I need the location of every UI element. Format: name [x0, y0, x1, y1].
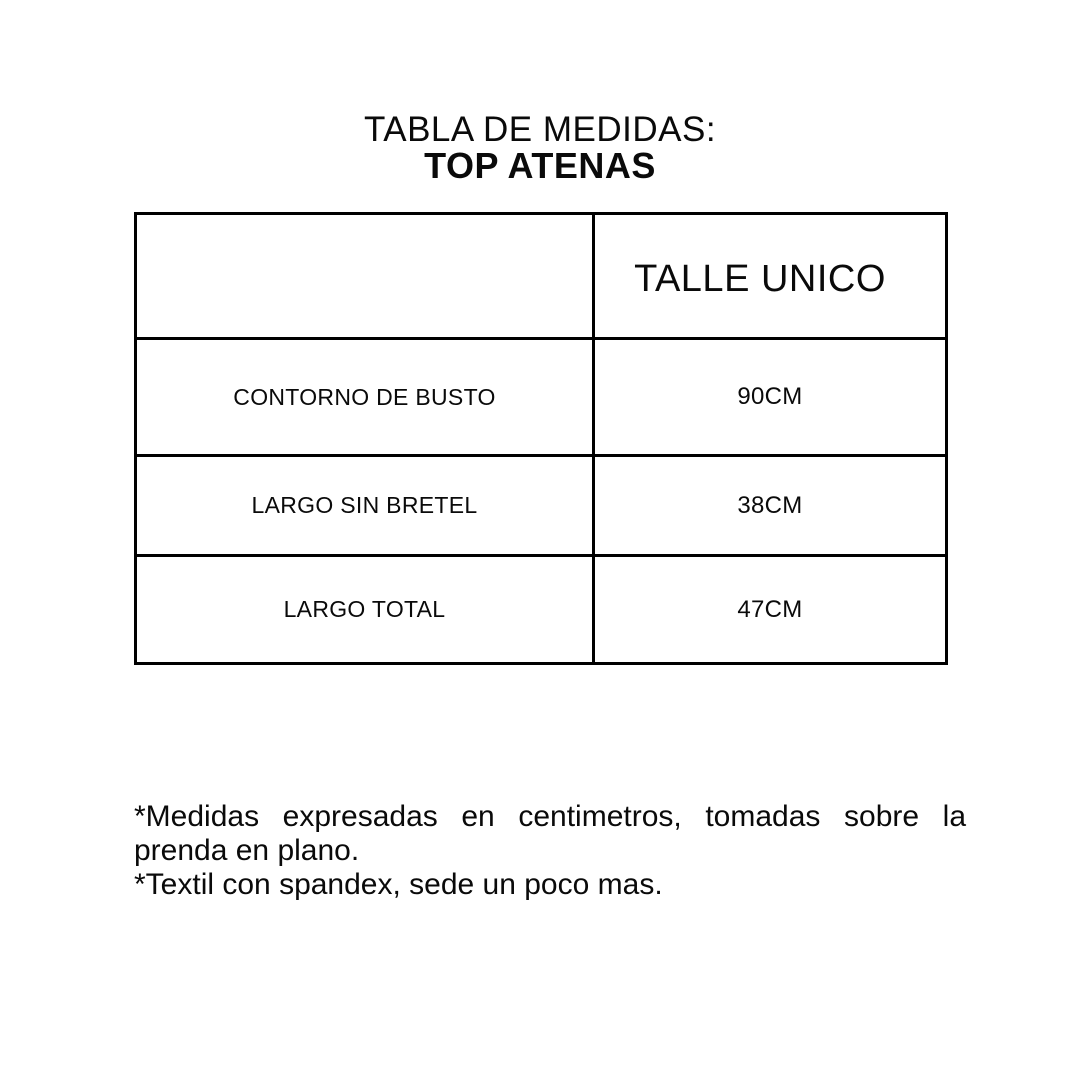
measure-value: 38CM: [737, 491, 803, 519]
table-row: [136, 456, 947, 556]
measure-label: LARGO TOTAL: [283, 596, 446, 622]
notes-block: [134, 800, 966, 902]
measure-value: 47CM: [737, 595, 803, 623]
title-line-1: TABLA DE MEDIDAS:: [363, 110, 717, 149]
table-header-empty-cell: [136, 214, 594, 339]
measure-label-cell: [136, 339, 594, 456]
note-fabric: *Textil con spandex, sede un poco mas.: [134, 868, 663, 901]
table-row: [136, 556, 947, 664]
table-row: [136, 339, 947, 456]
measure-value: 90CM: [737, 383, 803, 410]
measure-value-cell: [594, 456, 947, 556]
measure-value-cell: [594, 339, 947, 456]
table-header-row: [136, 214, 947, 339]
title-line-2: TOP ATENAS: [424, 145, 656, 186]
measure-label-cell: [136, 556, 594, 664]
measure-value-cell: [594, 556, 947, 664]
page-title: [0, 112, 1080, 184]
measure-label-cell: [136, 456, 594, 556]
note-measurements: *Medidas expresadas en centimetros, tomadas sobre la prenda en plano.: [134, 800, 966, 867]
size-table: [134, 212, 948, 665]
table-header-size-cell: [594, 214, 947, 339]
size-header-label: TALLE UNICO: [634, 257, 886, 300]
measure-label: LARGO SIN BRETEL: [251, 492, 478, 518]
measure-label: CONTORNO DE BUSTO: [233, 383, 496, 410]
